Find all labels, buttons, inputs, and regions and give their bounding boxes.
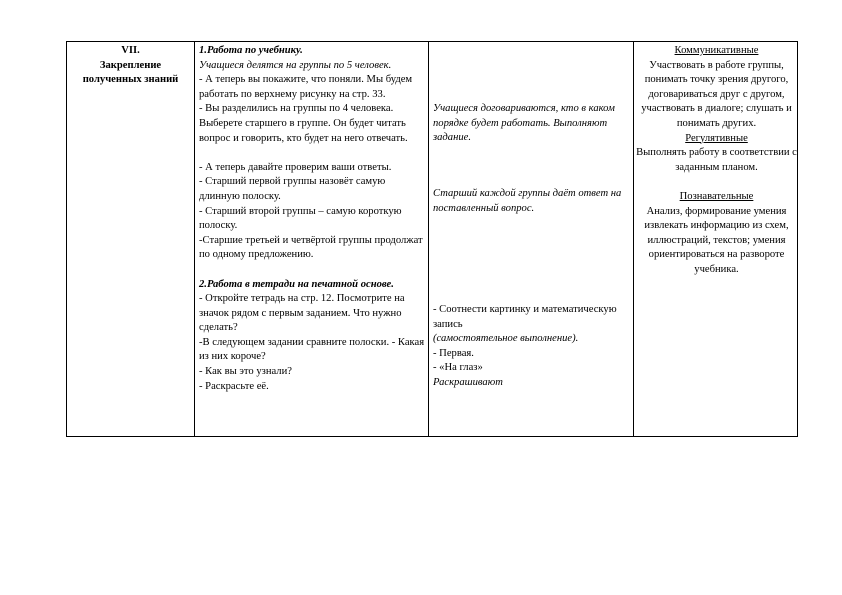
student-line: (самостоятельное выполнение). bbox=[433, 333, 579, 345]
stage-cell bbox=[67, 42, 194, 436]
stage-title-line2: полученных знаний bbox=[82, 74, 179, 86]
part2-heading: 2.Работа в тетради на печатной основе. bbox=[199, 278, 394, 290]
teacher-line: - А теперь давайте проверим ваши ответы. bbox=[199, 161, 392, 173]
student-block-3 bbox=[433, 303, 630, 391]
regulative-heading: Регулятивные bbox=[685, 132, 748, 144]
teacher-line: -В следующем задании сравните полоски. - Какая из них короче? bbox=[199, 336, 425, 363]
cognitive-text: Анализ, формирование умения извлекать информацию из схем, иллюстраций, текстов; умения ориентироваться на развороте учебника. bbox=[644, 205, 789, 275]
teacher-line: - Старший первой группы назовёт самую длинную полоску. bbox=[199, 176, 386, 202]
student-line: - «На глаз» bbox=[433, 362, 483, 374]
uud-cell bbox=[635, 42, 798, 436]
student-line: - Первая. bbox=[433, 347, 474, 359]
teacher-line: - А теперь вы покажите, что поняли. Мы будем работать по верхнему рисунку на стр. 33. bbox=[199, 74, 413, 100]
column-divider bbox=[194, 42, 195, 436]
student-block-2: Старший каждой группы даёт ответ на поставленный вопрос. bbox=[433, 188, 622, 214]
communicative-heading: Коммуникативные bbox=[674, 45, 759, 56]
teacher-line: - Старший второй группы – самую короткую полоску. bbox=[199, 205, 402, 232]
lesson-table bbox=[66, 41, 798, 437]
teacher-line: - Как вы это узнали? bbox=[199, 366, 292, 378]
teacher-activity-cell bbox=[196, 42, 430, 436]
regulative-text: Выполнять работу в соответствии с заданным планом. bbox=[636, 147, 797, 173]
teacher-line: - Вы разделились на группы по 4 человека. Выберете старшего в группе. Он будет читать вопрос и говорить, кто будет на него отвечать. bbox=[199, 103, 408, 144]
teacher-line: -Старшие третьей и четвёртой группы продолжат по одному предложению. bbox=[199, 234, 423, 261]
stage-title-line1: Закрепление bbox=[99, 59, 162, 71]
stage-number: VII. bbox=[121, 45, 140, 56]
communicative-text: Участвовать в работе группы, понимать точку зрения другого, договариваться друг с другом, участвовать в диалоге; слушать и понимать других. bbox=[641, 59, 792, 129]
student-line: Раскрашивают bbox=[433, 376, 503, 388]
part1-heading: 1.Работа по учебнику. bbox=[199, 45, 303, 56]
student-block-1: Учащиеся договариваются, кто в каком порядке будет работать. Выполняют задание. bbox=[433, 103, 615, 144]
part1-intro: Учащиеся делятся на группы по 5 человек. bbox=[199, 59, 392, 71]
cognitive-heading: Познавательные bbox=[679, 190, 754, 202]
student-line: - Соотнести картинку и математическую запись bbox=[433, 304, 617, 330]
teacher-line: - Откройте тетрадь на стр. 12. Посмотрите на значок рядом с первым заданием. Что нужно сделать? bbox=[199, 293, 405, 334]
teacher-line: - Раскрасьте её. bbox=[199, 380, 269, 392]
student-activity-cell bbox=[429, 42, 634, 436]
